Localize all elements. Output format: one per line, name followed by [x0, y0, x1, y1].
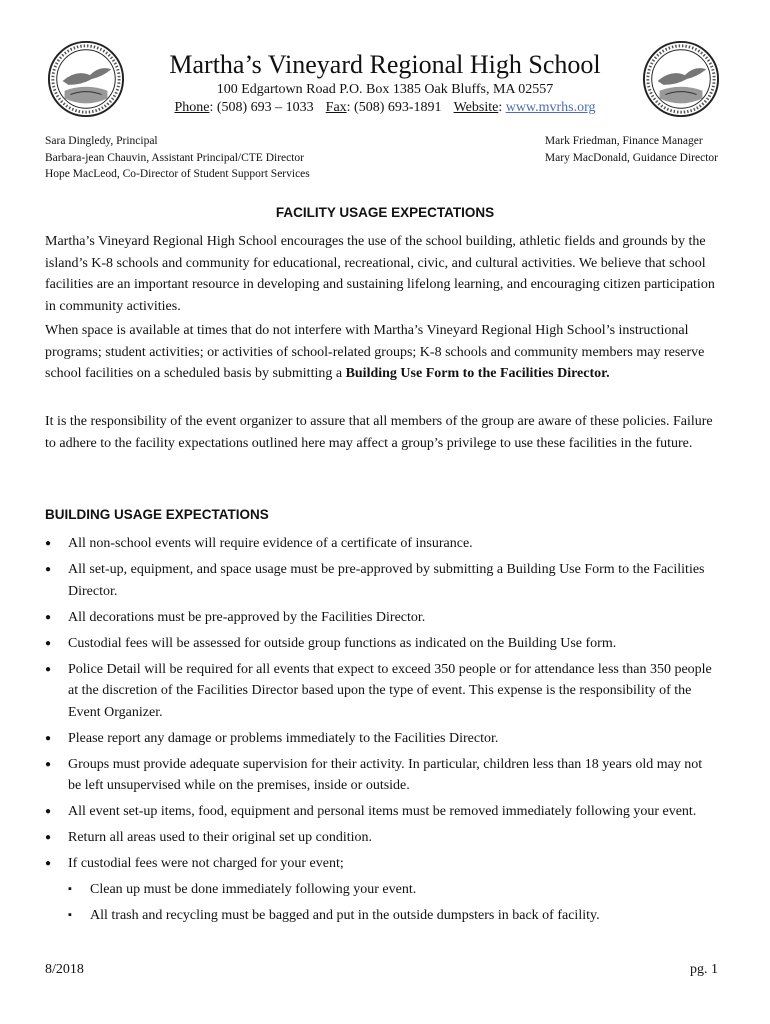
staff-list-right: [545, 133, 718, 166]
footer-date: 8/2018: [45, 962, 84, 977]
school-address: 100 Edgartown Road P.O. Box 1385 Oak Bluffs, MA 02557: [216, 82, 554, 97]
staff-guidance-director: Mary MacDonald, Guidance Director: [544, 151, 718, 164]
facility-paragraph-1: Martha’s Vineyard Regional High School encourages the use of the school building, athletic fields and grounds by the island’s K-8 schools and community for educational, recreational, civic, and cultural activities. We believe that school facilities are an important resource in developing and sustaining lifelong learning, and encouraging citizen participation in community activities.: [45, 234, 715, 314]
website-separator: :: [498, 100, 506, 115]
list-item: ● Police Detail will be required for all events that expect to exceed 350 people or for attendance less than 350 people at the discretion of the Facilities Director based upon the type of event. This expense is the responsibility of the Event Organizer.: [45, 659, 715, 724]
fax-label: Fax: [325, 100, 347, 115]
facility-paragraph-2: When space is available at times that do not interfere with Martha’s Vineyard Regional High School’s instructional programs; student activities; or activities of school-related groups; K-8 schools and community members may reserve school facilities on a scheduled basis by submitting a Building Use Form to the Facilities Director.: [45, 323, 705, 381]
contact-line: [0, 99, 770, 116]
staff-assistant-principal: Barbara-jean Chauvin, Assistant Principal/CTE Director: [45, 151, 305, 164]
sub-list-item: ▪ Clean up must be done immediately following your event.: [68, 879, 715, 901]
fax-number: : (508) 693-1891: [346, 100, 442, 115]
list-item: ● Please report any damage or problems immediately to the Facilities Director.: [45, 728, 715, 750]
list-item: ● Return all areas used to their original set up condition.: [45, 827, 715, 849]
list-item: ● Custodial fees will be assessed for outside group functions as indicated on the Building Use form.: [45, 633, 715, 655]
list-item: ● All event set-up items, food, equipment and personal items must be removed immediately following your event.: [45, 801, 715, 823]
list-item: ● All set-up, equipment, and space usage must be pre-approved by submitting a Building Use Form to the Facilities Director.: [45, 559, 715, 602]
list-item: ● All decorations must be pre-approved by the Facilities Director.: [45, 607, 715, 629]
building-use-form-emphasis: Building Use Form to the Facilities Director.: [345, 366, 610, 381]
page-number: pg. 1: [690, 962, 718, 977]
staff-co-director: Hope MacLeod, Co-Director of Student Support Services: [45, 168, 310, 180]
list-item: ● If custodial fees were not charged for your event; ▪ Clean up must be done immediately following your event. ▪ All trash and recycling must be bagged and put in the outside dumpsters in back of facility.: [45, 853, 715, 927]
custodial-sub-list: [68, 879, 715, 927]
list-item: ● All non-school events will require evidence of a certificate of insurance.: [45, 533, 715, 555]
school-name: Martha’s Vineyard Regional High School: [169, 50, 601, 79]
staff-principal: Sara Dingledy, Principal: [45, 135, 158, 147]
staff-finance-manager: Mark Friedman, Finance Manager: [544, 135, 703, 147]
website-label: Website: [453, 100, 499, 115]
facility-paragraph-3: It is the responsibility of the event organizer to assure that all members of the group are aware of these policies. Failure to adhere to the facility expectations outlined here may affect a group’s privilege to use these facilities in the future.: [45, 414, 713, 451]
facility-heading: FACILITY USAGE EXPECTATIONS: [275, 205, 495, 220]
website-link[interactable]: www.mvrhs.org: [505, 100, 596, 115]
building-heading: BUILDING USAGE EXPECTATIONS: [45, 507, 269, 522]
staff-list-left: [45, 133, 310, 183]
sub-list-item: ▪ All trash and recycling must be bagged and put in the outside dumpsters in back of facility.: [68, 905, 715, 927]
building-expectations-list: [45, 533, 715, 931]
list-item: ● Groups must provide adequate supervision for their activity. In particular, children less than 18 years old may not be left unsupervised while on the premises, inside or outside.: [45, 754, 715, 797]
phone-number: : (508) 693 – 1033: [209, 100, 314, 115]
phone-label: Phone: [174, 100, 210, 115]
